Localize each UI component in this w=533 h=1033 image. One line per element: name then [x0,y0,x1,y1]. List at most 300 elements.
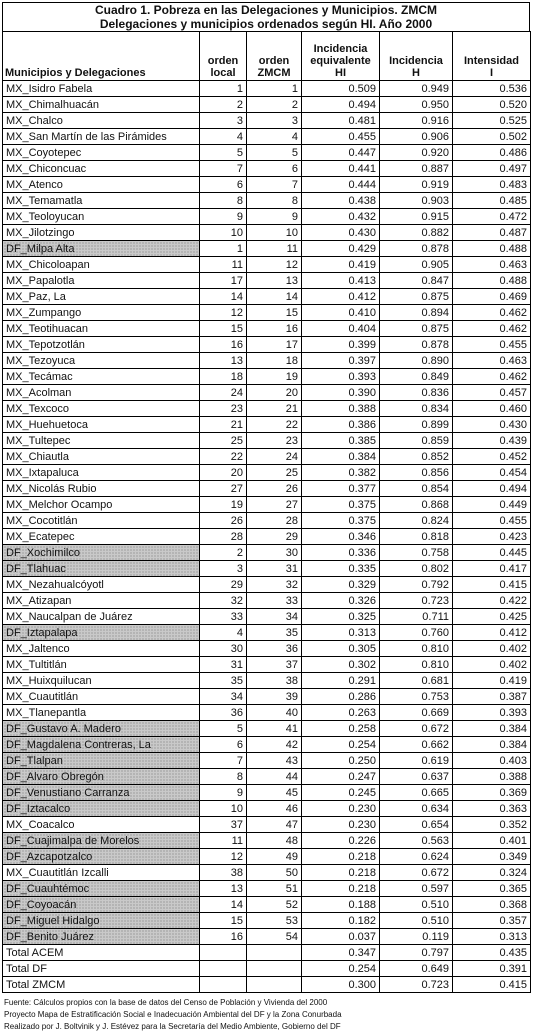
table-row [3,129,531,145]
cell-municipio: MX_Chalco [3,113,200,129]
cell-municipio: DF_Xochimilco [3,545,200,561]
cell-i: 0.401 [453,833,531,849]
cell-municipio: Total DF [3,961,200,977]
table-row [3,817,531,833]
table-row [3,81,531,97]
table-row [3,449,531,465]
cell-hi: 0.037 [302,929,380,945]
cell-orden-local: 18 [200,369,247,385]
cell-hi: 0.393 [302,369,380,385]
cell-municipio: DF_Magdalena Contreras, La [3,737,200,753]
cell-h: 0.836 [380,385,453,401]
table-row [3,625,531,641]
cell-orden-local: 14 [200,289,247,305]
cell-hi: 0.263 [302,705,380,721]
document [2,2,530,1033]
table-row [3,705,531,721]
cell-hi: 0.250 [302,753,380,769]
cell-orden-zmcm: 52 [247,897,302,913]
cell-hi: 0.494 [302,97,380,113]
cell-orden-zmcm: 36 [247,641,302,657]
cell-hi: 0.404 [302,321,380,337]
cell-municipio: MX_Huehuetoca [3,417,200,433]
cell-orden-local: 6 [200,177,247,193]
table-row [3,289,531,305]
cell-municipio: MX_Isidro Fabela [3,81,200,97]
cell-hi: 0.305 [302,641,380,657]
cell-orden-zmcm: 23 [247,433,302,449]
cell-i: 0.365 [453,881,531,897]
cell-orden-zmcm: 29 [247,529,302,545]
cell-municipio: DF_Venustiano Carranza [3,785,200,801]
cell-i: 0.472 [453,209,531,225]
cell-hi: 0.432 [302,209,380,225]
cell-orden-zmcm: 3 [247,113,302,129]
cell-hi: 0.441 [302,161,380,177]
cell-orden-zmcm: 25 [247,465,302,481]
cell-orden-zmcm: 32 [247,577,302,593]
cell-h: 0.619 [380,753,453,769]
cell-hi: 0.291 [302,673,380,689]
table-row [3,513,531,529]
cell-orden-local: 38 [200,865,247,881]
cell-municipio: MX_San Martín de las Pirámides [3,129,200,145]
cell-h: 0.859 [380,433,453,449]
cell-orden-local: 13 [200,881,247,897]
cell-orden-zmcm: 38 [247,673,302,689]
cell-i: 0.497 [453,161,531,177]
table-row [3,897,531,913]
cell-orden-zmcm [247,961,302,977]
table-row [3,721,531,737]
cell-hi: 0.455 [302,129,380,145]
cell-orden-local: 3 [200,561,247,577]
cell-h: 0.906 [380,129,453,145]
cell-orden-zmcm: 1 [247,81,302,97]
cell-i: 0.369 [453,785,531,801]
cell-i: 0.455 [453,337,531,353]
cell-hi: 0.300 [302,977,380,993]
cell-orden-local: 24 [200,385,247,401]
table-row [3,545,531,561]
cell-i: 0.452 [453,449,531,465]
cell-i: 0.368 [453,897,531,913]
cell-h: 0.818 [380,529,453,545]
cell-hi: 0.377 [302,481,380,497]
cell-i: 0.384 [453,737,531,753]
table-row [3,497,531,513]
cell-orden-local: 15 [200,913,247,929]
cell-i: 0.502 [453,129,531,145]
cell-orden-zmcm: 44 [247,769,302,785]
table-row [3,737,531,753]
table-row [3,369,531,385]
cell-h: 0.852 [380,449,453,465]
cell-h: 0.899 [380,417,453,433]
cell-i: 0.415 [453,577,531,593]
cell-orden-zmcm: 37 [247,657,302,673]
cell-i: 0.324 [453,865,531,881]
cell-i: 0.536 [453,81,531,97]
cell-i: 0.402 [453,641,531,657]
cell-municipio: MX_Tlanepantla [3,705,200,721]
header-h: Incidencia H [380,32,453,81]
table-row [3,417,531,433]
cell-orden-local: 7 [200,161,247,177]
table-row [3,385,531,401]
table-row [3,257,531,273]
cell-h: 0.672 [380,721,453,737]
cell-orden-zmcm: 39 [247,689,302,705]
cell-h: 0.916 [380,113,453,129]
cell-hi: 0.438 [302,193,380,209]
cell-i: 0.463 [453,257,531,273]
cell-h: 0.758 [380,545,453,561]
cell-orden-zmcm: 47 [247,817,302,833]
cell-i: 0.435 [453,945,531,961]
cell-h: 0.510 [380,897,453,913]
cell-h: 0.119 [380,929,453,945]
cell-orden-local: 8 [200,193,247,209]
cell-orden-local: 1 [200,81,247,97]
cell-i: 0.417 [453,561,531,577]
cell-i: 0.463 [453,353,531,369]
cell-municipio: MX_Atizapan [3,593,200,609]
cell-orden-local: 37 [200,817,247,833]
cell-municipio: MX_Chiautla [3,449,200,465]
footnote-authors: Realizado por J. Boltvinik y J. Estévez para la Secretaría del Medio Ambiente, Gobierno del DF [4,1022,341,1031]
cell-i: 0.469 [453,289,531,305]
cell-h: 0.669 [380,705,453,721]
cell-municipio: DF_Azcapotzalco [3,849,200,865]
cell-i: 0.393 [453,705,531,721]
cell-i: 0.384 [453,721,531,737]
cell-municipio: MX_Tezoyuca [3,353,200,369]
cell-h: 0.662 [380,737,453,753]
cell-orden-zmcm: 11 [247,241,302,257]
cell-hi: 0.335 [302,561,380,577]
cell-h: 0.711 [380,609,453,625]
cell-orden-local [200,977,247,993]
table-row [3,465,531,481]
header-orden-zmcm: orden ZMCM [247,32,302,81]
cell-i: 0.412 [453,625,531,641]
cell-municipio: DF_Tlalpan [3,753,200,769]
cell-h: 0.563 [380,833,453,849]
cell-hi: 0.375 [302,513,380,529]
footnotes [2,997,530,1033]
cell-municipio: DF_Alvaro Obregón [3,769,200,785]
cell-hi: 0.385 [302,433,380,449]
table-row [3,209,531,225]
cell-hi: 0.447 [302,145,380,161]
cell-i: 0.391 [453,961,531,977]
cell-orden-zmcm: 13 [247,273,302,289]
cell-orden-zmcm: 12 [247,257,302,273]
cell-orden-local: 27 [200,481,247,497]
cell-orden-local: 21 [200,417,247,433]
cell-orden-local: 8 [200,769,247,785]
cell-orden-local [200,961,247,977]
cell-municipio: DF_Tlahuac [3,561,200,577]
cell-orden-local: 12 [200,849,247,865]
cell-hi: 0.218 [302,849,380,865]
cell-municipio: MX_Chiconcuac [3,161,200,177]
cell-orden-zmcm [247,977,302,993]
table-body [3,81,531,945]
cell-i: 0.457 [453,385,531,401]
cell-municipio: Total ACEM [3,945,200,961]
cell-h: 0.894 [380,305,453,321]
cell-orden-local: 1 [200,241,247,257]
cell-hi: 0.230 [302,817,380,833]
cell-h: 0.665 [380,785,453,801]
cell-municipio: DF_Iztapalapa [3,625,200,641]
cell-orden-local: 5 [200,145,247,161]
cell-h: 0.624 [380,849,453,865]
cell-orden-local: 16 [200,337,247,353]
cell-orden-local: 33 [200,609,247,625]
cell-i: 0.363 [453,801,531,817]
totals-row [3,945,531,961]
table-row [3,577,531,593]
table-row [3,849,531,865]
cell-municipio: MX_Teoloyucan [3,209,200,225]
cell-h: 0.597 [380,881,453,897]
cell-hi: 0.384 [302,449,380,465]
cell-orden-zmcm: 51 [247,881,302,897]
cell-hi: 0.230 [302,801,380,817]
cell-i: 0.422 [453,593,531,609]
cell-i: 0.387 [453,689,531,705]
header-hi: Incidencia equivalente HI [302,32,380,81]
cell-h: 0.847 [380,273,453,289]
cell-i: 0.313 [453,929,531,945]
cell-h: 0.905 [380,257,453,273]
cell-municipio: MX_Tepotzotlán [3,337,200,353]
cell-municipio: Total ZMCM [3,977,200,993]
cell-h: 0.854 [380,481,453,497]
table-row [3,689,531,705]
cell-orden-zmcm: 4 [247,129,302,145]
totals-row [3,977,531,993]
cell-municipio: MX_Naucalpan de Juárez [3,609,200,625]
cell-municipio: DF_Cuajimalpa de Morelos [3,833,200,849]
cell-orden-zmcm: 24 [247,449,302,465]
cell-municipio: MX_Papalotla [3,273,200,289]
cell-municipio: DF_Benito Juárez [3,929,200,945]
cell-h: 0.919 [380,177,453,193]
cell-h: 0.723 [380,593,453,609]
cell-hi: 0.346 [302,529,380,545]
cell-hi: 0.218 [302,865,380,881]
cell-i: 0.483 [453,177,531,193]
cell-h: 0.797 [380,945,453,961]
totals-body [3,945,531,993]
cell-orden-local: 4 [200,625,247,641]
cell-hi: 0.329 [302,577,380,593]
table-row [3,881,531,897]
table-row [3,609,531,625]
cell-hi: 0.412 [302,289,380,305]
cell-orden-local: 15 [200,321,247,337]
cell-hi: 0.254 [302,961,380,977]
cell-municipio: MX_Melchor Ocampo [3,497,200,513]
totals-row [3,961,531,977]
cell-h: 0.875 [380,289,453,305]
cell-municipio: MX_Ixtapaluca [3,465,200,481]
cell-orden-local: 19 [200,497,247,513]
cell-h: 0.856 [380,465,453,481]
table-row [3,593,531,609]
cell-municipio: MX_Zumpango [3,305,200,321]
cell-orden-zmcm: 30 [247,545,302,561]
cell-i: 0.449 [453,497,531,513]
cell-h: 0.802 [380,561,453,577]
table-row [3,97,531,113]
cell-i: 0.488 [453,273,531,289]
cell-orden-local: 31 [200,657,247,673]
table-row [3,353,531,369]
cell-municipio: MX_Cocotitlán [3,513,200,529]
cell-i: 0.425 [453,609,531,625]
cell-orden-zmcm: 33 [247,593,302,609]
cell-h: 0.672 [380,865,453,881]
table-row [3,641,531,657]
cell-orden-zmcm: 53 [247,913,302,929]
table-row [3,673,531,689]
table-row [3,785,531,801]
table-title [2,2,530,31]
cell-orden-local: 22 [200,449,247,465]
title-line-2: Delegaciones y municipios ordenados según HI. Año 2000 [99,17,433,31]
header-i: Intensidad I [453,32,531,81]
cell-h: 0.792 [380,577,453,593]
table-row [3,401,531,417]
cell-orden-zmcm: 9 [247,209,302,225]
cell-municipio: DF_Milpa Alta [3,241,200,257]
cell-hi: 0.182 [302,913,380,929]
cell-hi: 0.336 [302,545,380,561]
cell-h: 0.949 [380,81,453,97]
table-row [3,657,531,673]
cell-hi: 0.286 [302,689,380,705]
cell-orden-zmcm: 5 [247,145,302,161]
cell-municipio: MX_Nezahualcóyotl [3,577,200,593]
cell-i: 0.520 [453,97,531,113]
cell-h: 0.849 [380,369,453,385]
cell-h: 0.723 [380,977,453,993]
cell-orden-zmcm: 48 [247,833,302,849]
cell-i: 0.485 [453,193,531,209]
cell-orden-local: 11 [200,257,247,273]
cell-h: 0.882 [380,225,453,241]
cell-orden-zmcm: 2 [247,97,302,113]
cell-i: 0.525 [453,113,531,129]
table-row [3,177,531,193]
cell-orden-local: 12 [200,305,247,321]
cell-h: 0.878 [380,337,453,353]
cell-municipio: MX_Atenco [3,177,200,193]
cell-i: 0.349 [453,849,531,865]
cell-orden-local: 20 [200,465,247,481]
table-row [3,769,531,785]
cell-hi: 0.509 [302,81,380,97]
table-row [3,929,531,945]
cell-municipio: MX_Chicoloapan [3,257,200,273]
cell-h: 0.878 [380,241,453,257]
cell-hi: 0.399 [302,337,380,353]
cell-orden-local: 14 [200,897,247,913]
cell-h: 0.920 [380,145,453,161]
cell-orden-zmcm: 21 [247,401,302,417]
cell-orden-zmcm: 46 [247,801,302,817]
table-row [3,337,531,353]
cell-hi: 0.313 [302,625,380,641]
cell-hi: 0.258 [302,721,380,737]
cell-orden-zmcm: 35 [247,625,302,641]
cell-municipio: MX_Cuautitlán [3,689,200,705]
cell-hi: 0.326 [302,593,380,609]
cell-h: 0.890 [380,353,453,369]
cell-orden-local: 5 [200,721,247,737]
footnote-project: Proyecto Mapa de Estratificación Social e Inadecuación Ambiental del DF y la Zona Conurbada [4,1010,342,1019]
cell-orden-local: 13 [200,353,247,369]
cell-h: 0.681 [380,673,453,689]
cell-hi: 0.302 [302,657,380,673]
cell-orden-zmcm: 26 [247,481,302,497]
cell-municipio: MX_Tecámac [3,369,200,385]
cell-i: 0.486 [453,145,531,161]
cell-orden-zmcm: 19 [247,369,302,385]
cell-orden-zmcm: 54 [247,929,302,945]
cell-orden-local: 30 [200,641,247,657]
cell-orden-zmcm: 40 [247,705,302,721]
table-row [3,561,531,577]
poverty-table [2,31,531,993]
cell-orden-local: 9 [200,209,247,225]
cell-hi: 0.247 [302,769,380,785]
cell-municipio: MX_Nicolás Rubio [3,481,200,497]
cell-h: 0.834 [380,401,453,417]
cell-municipio: DF_Cuauhtémoc [3,881,200,897]
cell-h: 0.810 [380,641,453,657]
cell-hi: 0.245 [302,785,380,801]
table-row [3,321,531,337]
cell-orden-zmcm: 6 [247,161,302,177]
table-row [3,305,531,321]
cell-hi: 0.226 [302,833,380,849]
table-row [3,801,531,817]
cell-municipio: MX_Coyotepec [3,145,200,161]
table-row [3,241,531,257]
table-row [3,865,531,881]
cell-municipio: MX_Jilotzingo [3,225,200,241]
cell-orden-zmcm [247,945,302,961]
cell-hi: 0.254 [302,737,380,753]
cell-i: 0.423 [453,529,531,545]
cell-orden-local: 25 [200,433,247,449]
cell-orden-zmcm: 28 [247,513,302,529]
table-row [3,913,531,929]
cell-hi: 0.347 [302,945,380,961]
cell-orden-zmcm: 18 [247,353,302,369]
cell-i: 0.352 [453,817,531,833]
cell-orden-local: 29 [200,577,247,593]
cell-h: 0.824 [380,513,453,529]
cell-orden-zmcm: 27 [247,497,302,513]
cell-hi: 0.375 [302,497,380,513]
